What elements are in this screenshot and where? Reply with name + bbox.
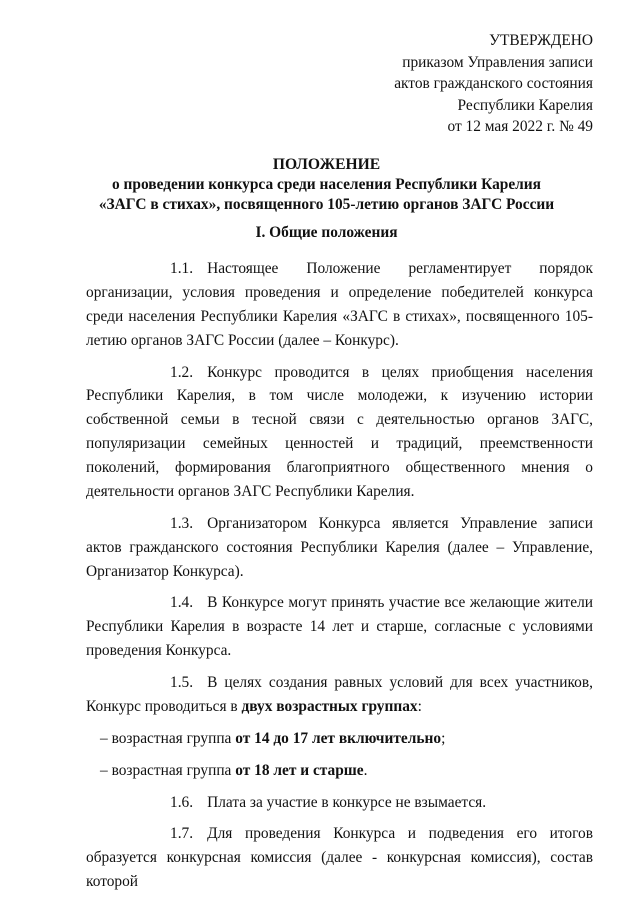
paragraph-number: 1.3. bbox=[170, 514, 194, 532]
dash-marker: – bbox=[100, 761, 108, 779]
document-subtitle: «ЗАГС в стихах», посвященного 105-летию органов ЗАГС России bbox=[98, 196, 555, 214]
age-group-range: от 18 лет и старше bbox=[235, 761, 364, 779]
paragraph-text: В целях создания равных условий для всех участников, Конкурс проводиться в bbox=[86, 674, 593, 715]
paragraph-1-5 bbox=[86, 671, 593, 719]
age-group-item bbox=[86, 727, 593, 751]
age-group-label: возрастная группа bbox=[111, 729, 236, 747]
paragraph-number: 1.2. bbox=[170, 363, 194, 381]
paragraph-1-2 bbox=[86, 361, 593, 504]
approval-line: Республики Карелия bbox=[457, 96, 593, 114]
approval-line: приказом Управления записи bbox=[402, 53, 593, 71]
section-heading: I. Общие положения bbox=[255, 224, 398, 241]
approval-heading: УТВЕРЖДЕНО bbox=[489, 32, 593, 49]
age-group-item bbox=[86, 759, 593, 783]
approval-line: актов гражданского состояния bbox=[394, 75, 593, 93]
paragraph-number: 1.7. bbox=[170, 825, 194, 843]
paragraph-text: Для проведения Конкурса и подведения его итогов образуется конкурсная комиссия (далее - конкурсная комиссия), состав которой bbox=[86, 825, 593, 891]
approval-stamp bbox=[394, 30, 593, 138]
paragraph-number: 1.4. bbox=[170, 594, 194, 612]
age-group-range: от 14 до 17 лет включительно bbox=[235, 729, 442, 747]
paragraph-1-6 bbox=[86, 791, 593, 815]
paragraph-number: 1.5. bbox=[170, 674, 194, 691]
paragraph-number: 1.6. bbox=[170, 793, 194, 811]
paragraph-text: Организатором Конкурса является Управление записи актов гражданского состояния Республики Карелия (далее – Управление, Организатор Конкурса). bbox=[86, 514, 593, 580]
paragraph-1-4 bbox=[86, 591, 593, 663]
age-group-label: возрастная группа bbox=[111, 761, 236, 779]
paragraph-1-1 bbox=[86, 257, 593, 353]
age-group-end: ; bbox=[441, 729, 446, 747]
paragraph-bold-text: двух возрастных группах bbox=[241, 697, 418, 715]
paragraph-number: 1.1. bbox=[170, 260, 194, 277]
paragraph-text: Настоящее Положение регламентирует порядок организации, условия проведения и определение победителей конкурса среди населения Республики Карелия «ЗАГС в стихах», посвященного 105-летию органов ЗАГС России (далее – Конкурс). bbox=[86, 260, 593, 349]
paragraph-text: Плата за участие в конкурсе не взымается. bbox=[207, 793, 487, 811]
paragraph-text: Конкурс проводится в целях приобщения населения Республики Карелия, в том числе молодежи, к изучению истории собственной семьи в тесной связи с деятельностью органов ЗАГС, популяризации семейных ценностей и традиций, преемственности поколений, формирования благоприятного общественного мнения о деятельности органов ЗАГС Республики Карелия. bbox=[86, 363, 593, 500]
age-group-end: . bbox=[363, 761, 368, 779]
document-title: ПОЛОЖЕНИЕ bbox=[272, 156, 381, 173]
paragraph-1-7 bbox=[86, 822, 593, 894]
approval-date: от 12 мая 2022 г. № 49 bbox=[447, 118, 593, 136]
dash-marker: – bbox=[100, 729, 108, 747]
document-title-block bbox=[60, 155, 593, 215]
paragraph-text: В Конкурсе могут принять участие все желающие жители Республики Карелия в возрасте 14 лет и старше, согласные с условиями проведения Конкурса. bbox=[86, 594, 593, 660]
paragraph-text-end: : bbox=[417, 697, 422, 715]
paragraph-1-3 bbox=[86, 512, 593, 584]
document-subtitle: о проведении конкурса среди населения Республики Карелия bbox=[112, 176, 541, 194]
document-body bbox=[86, 257, 593, 902]
